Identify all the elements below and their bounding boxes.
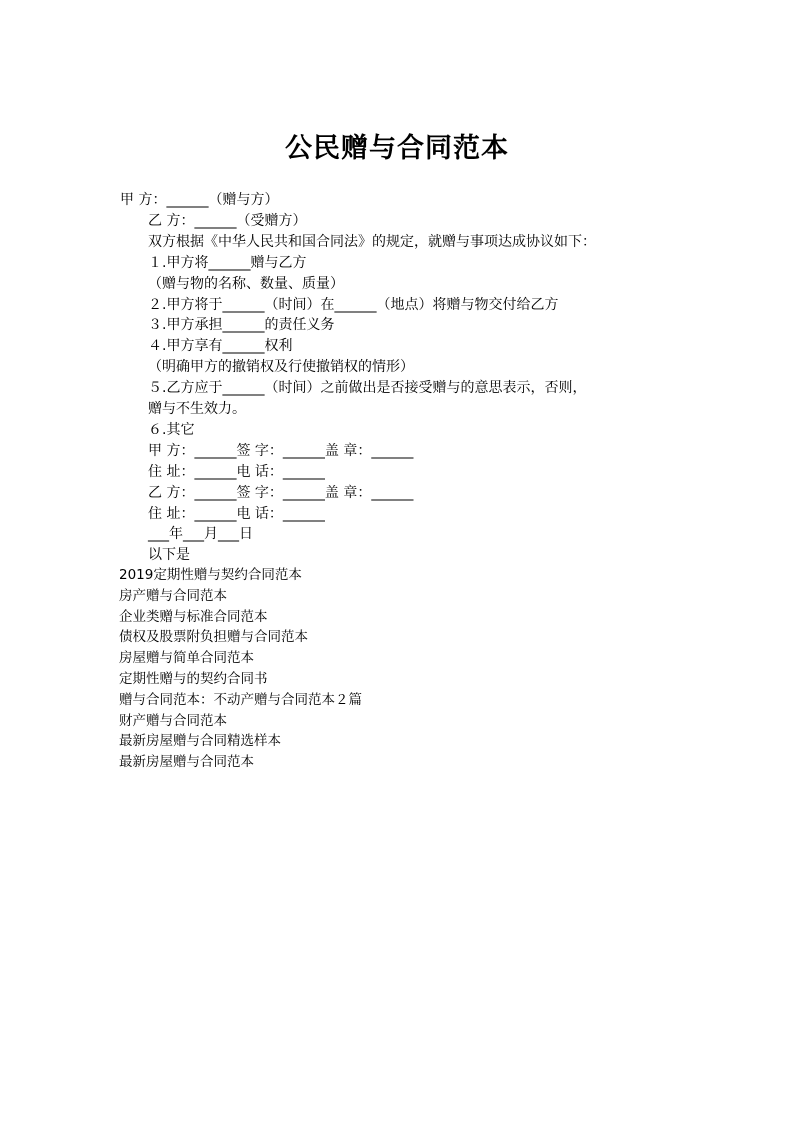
contract-line: １.甲方将______赠与乙方 <box>148 254 307 271</box>
related-link[interactable]: 债权及股票附负担赠与合同范本 <box>119 629 308 646</box>
contract-line: 以下是 <box>148 547 190 564</box>
contract-line: 双方根据《中华人民共和国合同法》的规定，就赠与事项达成协议如下： <box>148 233 596 250</box>
contract-line: 乙 方：______签 字：______盖 章：______ <box>148 484 414 501</box>
related-link[interactable]: 企业类赠与标准合同范本 <box>119 608 268 625</box>
related-link[interactable]: 房产赠与合同范本 <box>119 587 227 604</box>
contract-line: 住 址：______电 话：______ <box>148 463 325 480</box>
contract-line: 住 址：______电 话：______ <box>148 505 325 522</box>
related-link[interactable]: 最新房屋赠与合同精选样本 <box>119 733 281 750</box>
related-link[interactable]: 最新房屋赠与合同范本 <box>119 754 254 771</box>
page-title: 公民赠与合同范本 <box>285 133 509 164</box>
contract-line: 乙 方：______（受赠方） <box>148 212 307 229</box>
contract-line: ___年___月___日 <box>148 526 253 543</box>
related-link[interactable]: 赠与合同范本：不动产赠与合同范本２篇 <box>119 691 362 708</box>
related-link[interactable]: 定期性赠与的契约合同书 <box>119 670 268 687</box>
contract-line: （赠与物的名称、数量、质量） <box>148 275 344 292</box>
related-links-list <box>119 565 362 773</box>
contract-line: ４.甲方享有______权利 <box>148 338 293 355</box>
contract-line: 甲 方：______签 字：______盖 章：______ <box>148 442 414 459</box>
contract-line: （明确甲方的撤销权及行使撤销权的情形） <box>148 359 414 376</box>
contract-line: ３.甲方承担______的责任义务 <box>148 317 335 334</box>
contract-line: 赠与不生效力。 <box>148 401 246 417</box>
contract-line: ６.其它 <box>148 421 195 438</box>
related-link[interactable]: 房屋赠与简单合同范本 <box>119 650 254 667</box>
contract-line: ２.甲方将于______（时间）在______（地点）将赠与物交付给乙方 <box>148 296 559 313</box>
related-link[interactable]: 2019定期性赠与契约合同范本 <box>119 567 302 583</box>
contract-line: 甲 方：______（赠与方） <box>120 192 279 208</box>
related-link[interactable]: 财产赠与合同范本 <box>119 712 227 729</box>
contract-line: ５.乙方应于______（时间）之前做出是否接受赠与的意思表示，否则， <box>148 380 587 397</box>
